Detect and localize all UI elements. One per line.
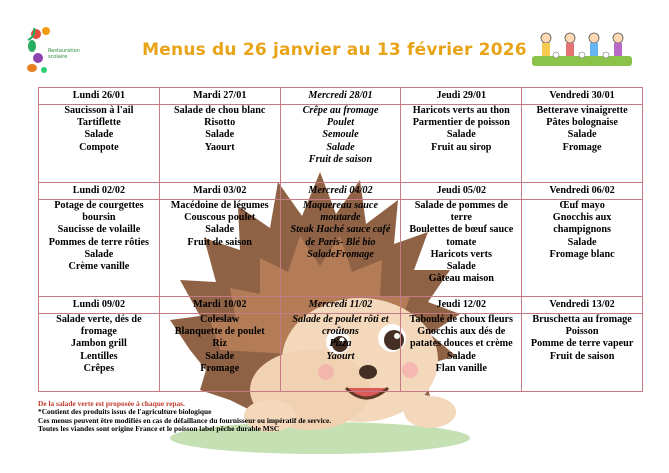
svg-text:scolaire: scolaire bbox=[48, 54, 68, 60]
day-header: Mercredi 28/01 bbox=[280, 88, 401, 105]
dish: Boulettes de bœuf sauce bbox=[409, 224, 514, 236]
dish: Yaourt bbox=[204, 141, 235, 153]
dish: Fruit de saison bbox=[187, 236, 252, 248]
dish: boursin bbox=[82, 212, 116, 224]
day-menu bbox=[522, 105, 643, 183]
dish: Pommes de terre rôties bbox=[48, 236, 150, 248]
dish: Taboulé de choux fleurs bbox=[409, 314, 514, 325]
dish: Pomme de terre vapeur bbox=[530, 338, 634, 350]
dish: champignons bbox=[553, 224, 611, 236]
dish: Poulet bbox=[326, 117, 355, 129]
day-header: Mardi 27/01 bbox=[159, 88, 280, 105]
dish: Pizza bbox=[329, 338, 352, 350]
dish: Lentilles bbox=[80, 350, 118, 362]
footnote-changes: Ces menus peuvent être modifiés en cas de défaillance du fournisseur ou impératif de service. bbox=[38, 415, 332, 425]
dish: Crêpes bbox=[83, 362, 115, 374]
dish: Macédoine de légumes bbox=[170, 200, 269, 211]
day-menu bbox=[401, 200, 522, 297]
dish: Fruit au sirop bbox=[431, 141, 492, 153]
week-2-header-row bbox=[39, 183, 643, 200]
footnote-organic: *Contient des produits issus de l'agriculture biologique bbox=[38, 407, 212, 417]
dish: fromage bbox=[80, 326, 117, 338]
dish: Salade bbox=[205, 224, 235, 236]
footnote-origin: Toutes les viandes sont origine France et le poisson label pêche durable MSC bbox=[38, 423, 280, 433]
dish: tomate bbox=[446, 236, 477, 248]
dish: Potage de courgettes bbox=[54, 200, 144, 211]
day-menu bbox=[39, 314, 160, 392]
dish: Couscous poulet bbox=[184, 212, 256, 224]
day-menu bbox=[522, 200, 643, 297]
dish: Fruit de saison bbox=[549, 350, 615, 362]
dish: Risotto bbox=[204, 117, 236, 129]
dish: de Paris- Blé bio bbox=[305, 236, 376, 248]
dish: Maquereau sauce bbox=[302, 200, 378, 211]
dish: Semoule bbox=[322, 129, 359, 141]
dish: Fromage bbox=[200, 362, 240, 374]
day-header: Vendredi 30/01 bbox=[522, 88, 643, 105]
dish: patates douces et crème bbox=[409, 338, 513, 350]
day-header: Lundi 02/02 bbox=[39, 183, 160, 200]
dish: Crêpe au fromage bbox=[302, 105, 379, 116]
dish: Parmentier de poisson bbox=[412, 117, 510, 129]
dish: Haricots verts bbox=[430, 248, 492, 260]
dish: Fromage blanc bbox=[549, 248, 615, 260]
dish: Crème vanille bbox=[68, 261, 130, 273]
day-header: Mardi 10/02 bbox=[159, 297, 280, 314]
day-menu bbox=[159, 200, 280, 297]
dish: Fruit de saison bbox=[308, 153, 373, 165]
dish: moutarde bbox=[320, 212, 361, 224]
dish: Fromage bbox=[562, 141, 602, 153]
dish: Gnocchis aux bbox=[552, 212, 612, 224]
dish: Gnocchis aux dés de bbox=[417, 326, 506, 338]
day-menu bbox=[159, 314, 280, 392]
dish: Salade bbox=[84, 129, 114, 141]
day-header: Lundi 09/02 bbox=[39, 297, 160, 314]
day-menu bbox=[401, 314, 522, 392]
day-menu bbox=[280, 105, 401, 183]
day-menu bbox=[159, 105, 280, 183]
dish: Saucisse de volaille bbox=[57, 224, 141, 236]
dish: Salade bbox=[567, 236, 597, 248]
day-header: Jeudi 12/02 bbox=[401, 297, 522, 314]
week-1-header-row bbox=[39, 88, 643, 105]
svg-text:Restauration: Restauration bbox=[48, 48, 80, 54]
dish: Salade de poulet rôti et bbox=[292, 314, 389, 325]
dish: Salade bbox=[205, 350, 235, 362]
dish-part: Salade bbox=[307, 248, 336, 260]
page-title: Menus du 26 janvier au 13 février 2026 bbox=[142, 40, 527, 60]
dish: Haricots verts au thon bbox=[412, 105, 510, 116]
dish: Salade bbox=[446, 350, 476, 362]
dish: Yaourt bbox=[326, 350, 355, 362]
dish: terre bbox=[450, 212, 472, 224]
dish: Poisson bbox=[565, 326, 599, 338]
dish: Salade bbox=[446, 261, 476, 273]
day-header: Vendredi 06/02 bbox=[522, 183, 643, 200]
day-header: Mercredi 04/02 bbox=[280, 183, 401, 200]
dish: Flan vanille bbox=[435, 362, 487, 374]
dish: Pâtes bolognaise bbox=[546, 117, 618, 129]
day-header: Jeudi 05/02 bbox=[401, 183, 522, 200]
dish-part: Fromage bbox=[335, 248, 374, 260]
dish bbox=[281, 249, 401, 261]
dish: Riz bbox=[212, 338, 228, 350]
dish: Salade verte, dés de bbox=[56, 314, 142, 325]
dish: Salade bbox=[567, 129, 597, 141]
footnotes bbox=[38, 400, 331, 433]
day-menu bbox=[280, 200, 401, 297]
day-menu bbox=[401, 105, 522, 183]
day-header: Mardi 03/02 bbox=[159, 183, 280, 200]
day-header: Vendredi 13/02 bbox=[522, 297, 643, 314]
dish: Blanquette de poulet bbox=[174, 326, 265, 338]
week-3-menu-row bbox=[39, 314, 643, 392]
dish: Coleslaw bbox=[200, 314, 240, 325]
dish: Œuf mayo bbox=[559, 200, 605, 211]
day-header: Mercredi 11/02 bbox=[280, 297, 401, 314]
day-menu bbox=[39, 200, 160, 297]
dish: Salade bbox=[446, 129, 476, 141]
dish: Bruschetta au fromage bbox=[532, 314, 632, 325]
day-menu bbox=[522, 314, 643, 392]
footnote-salad: De la salade verte est proposée à chaque repas. bbox=[38, 399, 185, 408]
week-2-menu-row bbox=[39, 200, 643, 297]
day-menu bbox=[39, 105, 160, 183]
dish: Jambon grill bbox=[71, 338, 127, 350]
dish: Saucisson à l'ail bbox=[64, 105, 134, 116]
day-header: Lundi 26/01 bbox=[39, 88, 160, 105]
week-1-menu-row bbox=[39, 105, 643, 183]
day-menu bbox=[280, 314, 401, 392]
dish: Salade de pommes de bbox=[414, 200, 508, 211]
dish: Betterave vinaigrette bbox=[536, 105, 628, 116]
week-3-header-row bbox=[39, 297, 643, 314]
dish: Steak Haché sauce café bbox=[290, 224, 391, 236]
dish: Gâteau maison bbox=[428, 273, 494, 285]
dish: Salade bbox=[205, 129, 235, 141]
dish: Salade bbox=[84, 248, 114, 260]
menu-table bbox=[38, 87, 643, 392]
dish: Compote bbox=[79, 141, 119, 153]
dish: Salade de chou blanc bbox=[173, 105, 266, 116]
dish: croûtons bbox=[322, 326, 359, 338]
day-header: Jeudi 29/01 bbox=[401, 88, 522, 105]
dish: Tartiflette bbox=[77, 117, 121, 129]
dish: Salade bbox=[326, 141, 355, 153]
